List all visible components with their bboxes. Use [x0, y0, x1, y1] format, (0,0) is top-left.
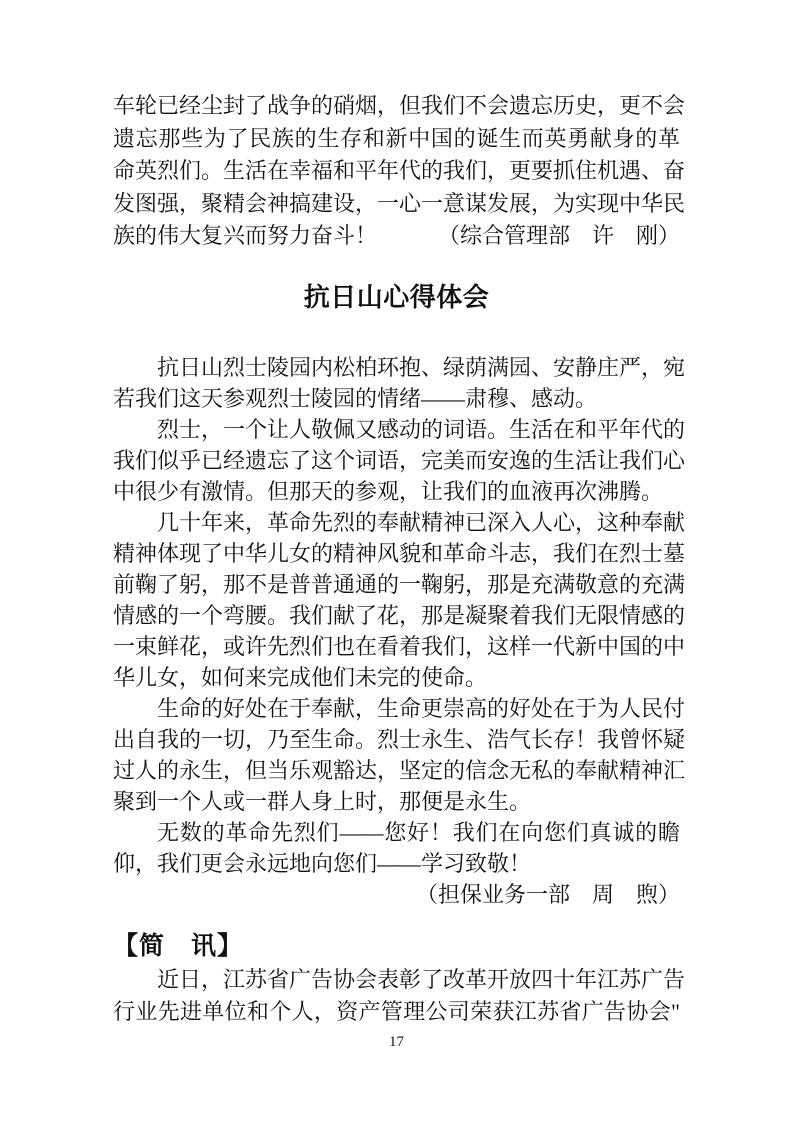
article-paragraph [113, 507, 686, 693]
text-line: 聚到一个人或一群人身上时，那便是永生。 [113, 788, 532, 814]
article-paragraph [113, 414, 686, 507]
text-line: 抗日山烈士陵园内松柏环抱、绿荫满园、安静庄严，宛 [157, 354, 686, 380]
page-number: 17 [389, 1034, 404, 1050]
text-line: 遗忘那些为了民族的生存和新中国的诞生而英勇献身的革 [113, 125, 680, 151]
article-title: 抗日山心得体会 [303, 281, 490, 312]
text-line: 过人的永生，但当乐观豁达，坚定的信念无私的奉献精神汇 [113, 757, 686, 783]
text-line: 近日，江苏省广告协会表彰了改革开放四十年江苏广告 [157, 966, 686, 992]
article-paragraph [113, 693, 686, 817]
text-line: 中很少有激情。但那天的参观，让我们的血液再次沸腾。 [113, 478, 664, 504]
text-line: 车轮已经尘封了战争的硝烟，但我们不会遗忘历史，更不会 [113, 93, 686, 118]
text-line: 情感的一个弯腰。我们献了花，那是凝聚着我们无限情感的 [113, 602, 686, 628]
briefs-section-heading: 【简 讯】 [113, 931, 244, 960]
text-line: 几十年来，革命先烈的奉献精神已深入人心，这种奉献 [157, 509, 686, 535]
text-line: 前鞠了躬，那不是普普通通的一鞠躬，那是充满敬意的充满 [113, 571, 686, 597]
text-line: 命英烈们。生活在幸福和平年代的我们，更要抓住机遇、奋 [113, 158, 686, 183]
author-byline: （综合管理部 许 刚） [437, 223, 680, 248]
text-line: 一束鲜花，或许先烈们也在看着我们，这样一代新中国的中 [113, 633, 686, 659]
text-line: 华儿女，如何来完成他们未完的使命。 [113, 664, 488, 690]
article-paragraph [113, 817, 680, 879]
text-line: 出自我的一切，乃至生命。烈士永生、浩气长存！我曾怀疑 [113, 726, 686, 752]
text-line: 无数的革命先烈们——您好！我们在向您们真诚的瞻 [157, 819, 680, 845]
continuation-last-line-text: 族的伟大复兴而努力奋斗！ [113, 223, 378, 248]
text-line: 行业先进单位和个人，资产管理公司荣获江苏省广告协会" [113, 998, 680, 1024]
text-line: 生命的好处在于奉献，生命更崇高的好处在于为人民付 [157, 695, 686, 721]
text-line: 发图强，聚精会神搞建设，一心一意谋发展，为实现中华民 [113, 190, 686, 216]
text-line: 仰，我们更会永远地向您们——学习致敬！ [113, 850, 532, 876]
text-line: 我们似乎已经遗忘了这个词语，完美而安逸的生活让我们心 [113, 447, 686, 473]
article-author-byline: （担保业务一部 周 煦） [415, 881, 680, 907]
text-line: 精神体现了中华儿女的精神风貌和革命斗志，我们在烈士墓 [113, 540, 686, 566]
continuation-paragraph [113, 90, 686, 220]
briefs-paragraph [113, 964, 686, 1028]
article-paragraph [113, 352, 686, 414]
text-line: 烈士，一个让人敬佩又感动的词语。生活在和平年代的 [157, 416, 686, 442]
continuation-last-line [113, 220, 680, 253]
text-line: 若我们这天参观烈士陵园的情绪——肃穆、感动。 [113, 385, 598, 411]
